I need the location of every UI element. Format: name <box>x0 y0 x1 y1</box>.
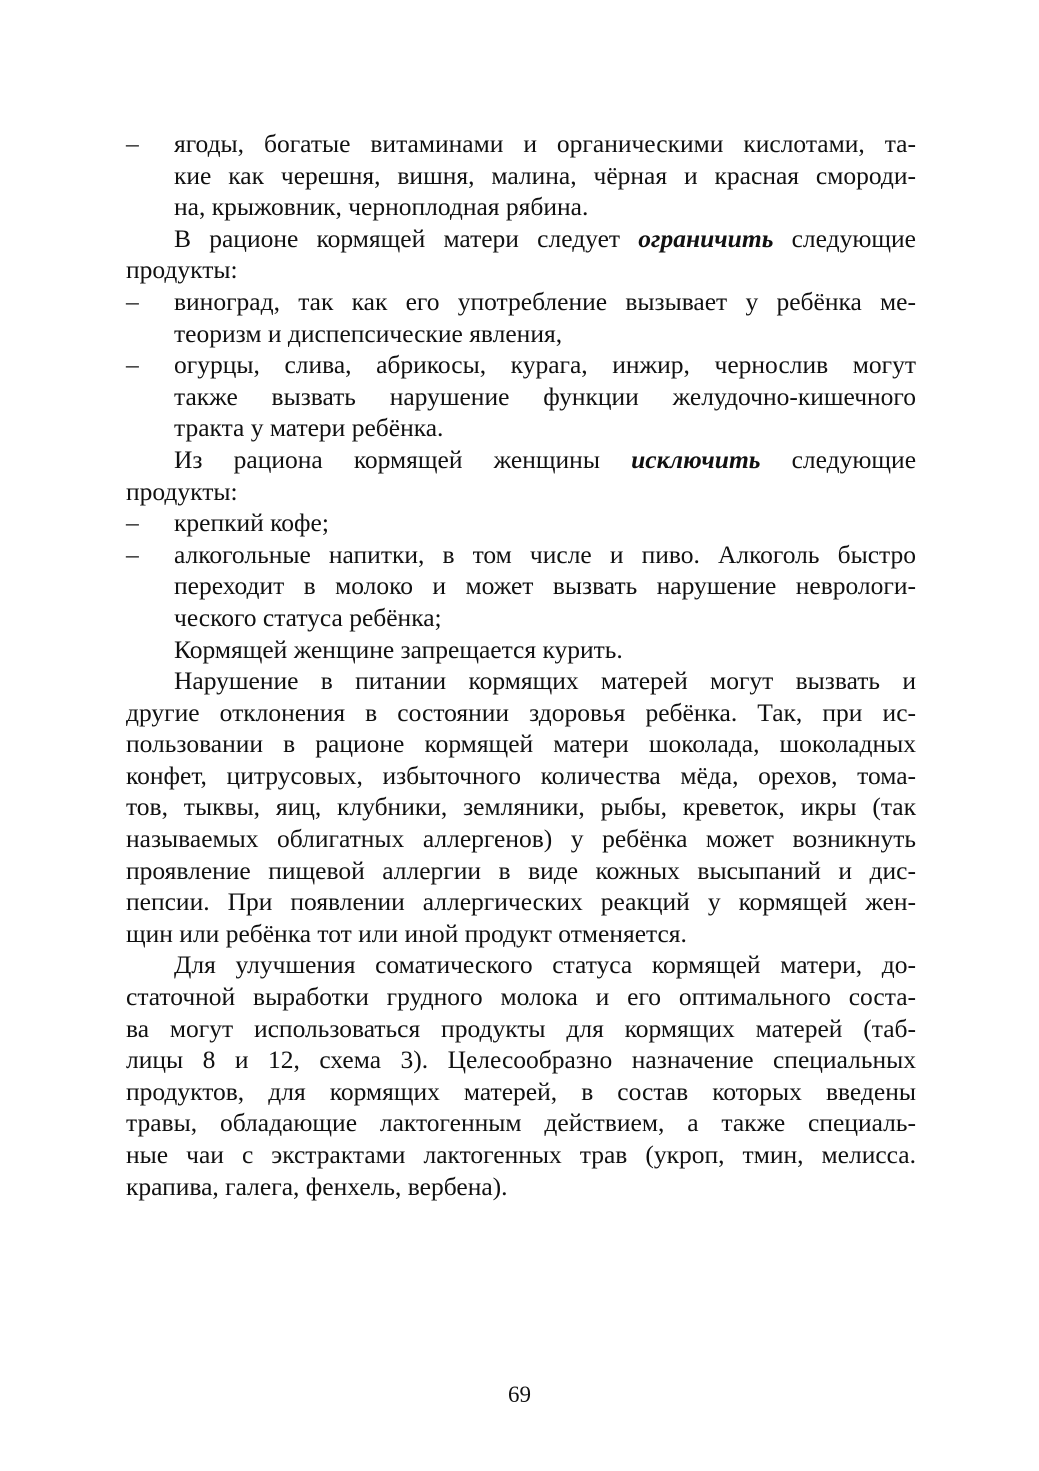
text-line: ческого статуса ребёнка; <box>174 602 442 632</box>
text-line: тракта у матери ребёнка. <box>174 413 444 443</box>
text-line: также вызвать нарушение функции желудочно-кишечного <box>174 381 916 411</box>
emphasis-word: исключить <box>631 444 761 474</box>
text-line: ва могут использоваться продукты для кормящих матерей (таб- <box>126 1013 916 1043</box>
list-item <box>126 286 916 318</box>
text-line: пользовании в рационе кормящей матери шоколада, шоколадных <box>126 729 916 759</box>
list-dash: – <box>126 539 139 569</box>
text-line: переходит в молоко и может вызвать нарушение неврологи- <box>174 571 916 601</box>
text-line: ягоды, богатые витаминами и органическими кислотами, та- <box>174 129 916 158</box>
text-line: пепсии. При появлении аллергических реакций у кормящей жен- <box>126 887 916 917</box>
text-line: на, крыжовник, черноплодная рябина. <box>174 192 589 222</box>
text-line: продуктов, для кормящих матерей, в состав которых введены <box>126 1076 916 1106</box>
text-line: статочной выработки грудного молока и его оптимального соста- <box>126 982 916 1012</box>
text-line: огурцы, слива, абрикосы, курага, инжир, чернослив могут <box>174 350 916 380</box>
list-item <box>126 128 916 160</box>
text-line: лицы 8 и 12, схема 3). Целесообразно назначение специальных <box>126 1045 916 1075</box>
list-item <box>126 539 916 571</box>
text-line: продукты: <box>126 476 238 506</box>
text-line: кие как черешня, вишня, малина, чёрная и красная смороди- <box>174 160 916 190</box>
text-line: ные чаи с экстрактами лактогенных трав (укроп, тмин, мелисса. <box>126 1140 916 1169</box>
paragraph-first-line <box>126 223 916 255</box>
paragraph-first-line: Для улучшения соматического статуса кормящей матери, до- <box>174 950 916 980</box>
text-run: В рационе кормящей матери следует <box>174 223 639 253</box>
text-line: виноград, так как его употребление вызывает у ребёнка ме- <box>174 286 916 316</box>
list-dash: – <box>126 350 139 380</box>
text-line: называемых облигатных аллергенов) у ребёнка может возникнуть <box>126 824 916 854</box>
text-line: теоризм и диспепсические явления, <box>174 318 563 348</box>
text-line: другие отклонения в состоянии здоровья ребёнка. Так, при ис- <box>126 697 916 727</box>
text-run: следующие <box>760 444 917 474</box>
paragraph-first-line: Нарушение в питании кормящих матерей могут вызвать и <box>174 666 916 696</box>
text-line: крапива, галега, фенхель, вербена). <box>126 1171 508 1201</box>
paragraph-line: Кормящей женщине запрещается курить. <box>174 634 623 664</box>
page-number: 69 <box>508 1382 531 1407</box>
paragraph-first-line <box>126 444 916 476</box>
list-item <box>126 349 916 381</box>
text-line: алкогольные напитки, в том числе и пиво. Алкоголь быстро <box>174 539 916 569</box>
text-run: следующие <box>773 223 916 253</box>
text-line: проявление пищевой аллергии в виде кожных высыпаний и дис- <box>126 855 916 885</box>
list-dash: – <box>126 286 139 316</box>
list-dash: – <box>126 508 139 538</box>
text-run: Из рациона кормящей женщины <box>174 444 632 474</box>
text-line: травы, обладающие лактогенным действием, а также специаль- <box>126 1108 916 1138</box>
body-text <box>126 128 916 1202</box>
text-line: тов, тыквы, яиц, клубники, земляники, рыбы, креветок, икры (так <box>126 792 916 822</box>
list-item <box>126 507 916 539</box>
text-line: щин или ребёнка тот или иной продукт отменяется. <box>126 918 687 948</box>
emphasis-word: ограничить <box>638 223 774 253</box>
text-line: продукты: <box>126 255 238 285</box>
list-dash: – <box>126 129 139 158</box>
text-line: конфет, цитрусовых, избыточного количества мёда, орехов, тома- <box>126 760 916 790</box>
text-line: крепкий кофе; <box>174 508 329 538</box>
